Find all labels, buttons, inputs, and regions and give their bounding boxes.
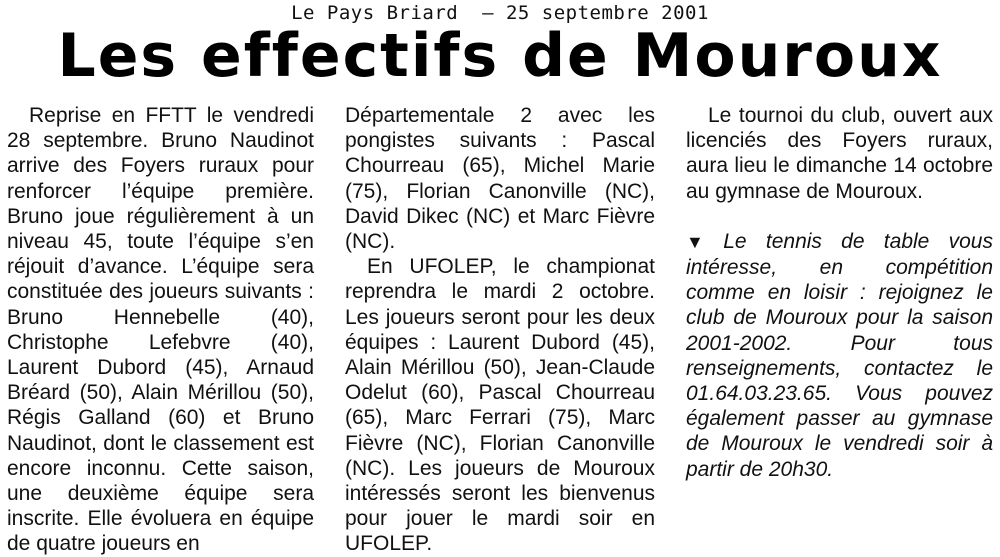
article-column-2 [345,103,655,557]
club-info-text: Le tennis de table vous intéresse, en compétition comme en loisir : rejoignez le club de Mouroux pour la saison 2001-2002. Pour tous renseignements, contactez le 01.64.03.23.65. Vous pouvez également passer au gymnase de Mouroux le vendredi soir à partir de 20h30. [686,229,993,481]
article-headline: Les effectifs de Mouroux [57,21,943,91]
article-column-1 [7,103,314,557]
article-column-3 [686,103,993,482]
column-2-paragraph-2: En UFOLEP, le championat reprendra le mardi 2 octobre. Les joueurs seront pour les deux équipes : Laurent Dubord (45), Alain Mérillou (50), Jean-Claude Odelut (60), Pascal Chourreau (65), Marc Ferrari (75), Marc Fièvre (NC), Florian Canonville (NC). Les joueurs de Mouroux intéressés seront les bienvenus pour jouer le mardi soir en UFOLEP. [345,255,655,556]
newspaper-source-line: Le Pays Briard – 25 septembre 2001 [291,2,709,24]
club-info-paragraph [686,229,993,482]
column-2-paragraph-1: Départementale 2 avec les pongistes suivants : Pascal Chourreau (65), Michel Marie (75), Florian Canonville (NC), David Dikec (NC) et Marc Fièvre (NC). [345,104,655,254]
down-triangle-icon: ▼ [686,231,718,252]
column-3-paragraph-1: Le tournoi du club, ouvert aux licenciés des Foyers ruraux, aura lieu le dimanche 14 octobre au gymnase de Mouroux. [686,104,993,203]
column-1-paragraph: Reprise en FFTT le vendredi 28 septembre. Bruno Naudinot arrive des Foyers ruraux pour renforcer l’équipe première. Bruno joue régulièrement à un niveau 45, toute l’équipe s’en réjouit d’avance. L’équipe sera constituée des joueurs suivants : Bruno Hennebelle (40), Christophe Lefebvre (40), Laurent Dubord (45), Arnaud Bréard (50), Alain Mérillou (50), Régis Galland (60) et Bruno Naudinot, dont le classement est encore inconnu. Cette saison, une deuxième équipe sera inscrite. Elle évoluera en équipe de quatre joueurs en [7,104,314,556]
